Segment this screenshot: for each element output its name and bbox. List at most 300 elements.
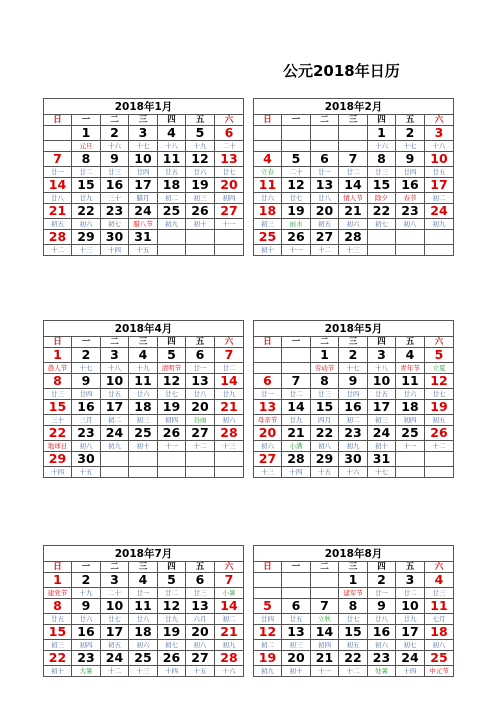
lunar-date: 初四 xyxy=(158,415,186,426)
lunar-date: 十五 xyxy=(311,467,339,478)
lunar-date: 初三 xyxy=(282,640,311,651)
empty-cell xyxy=(282,141,311,152)
day-number: 9 xyxy=(396,152,425,167)
lunar-date: 廿五 xyxy=(368,389,396,400)
lunar-date: 廿七 xyxy=(158,389,186,400)
day-number: 5 xyxy=(425,348,454,363)
day-number: 12 xyxy=(254,625,282,640)
lunar-date: 初二 xyxy=(339,415,368,426)
lunar-date: 廿五 xyxy=(425,167,454,178)
month-calendar xyxy=(43,320,244,478)
lunar-date: 初九 xyxy=(215,640,244,651)
lunar-date: 十七 xyxy=(368,467,396,478)
lunar-date: 初六 xyxy=(368,640,396,651)
lunar-date: 初四 xyxy=(72,640,101,651)
empty-cell xyxy=(425,467,454,478)
empty-cell xyxy=(254,363,282,374)
day-number: 1 xyxy=(72,126,101,141)
weekday-header: 四 xyxy=(158,562,186,573)
empty-cell xyxy=(129,452,158,467)
lunar-date: 建党节 xyxy=(44,588,72,599)
lunar-date: 初四 xyxy=(215,193,244,204)
day-number: 24 xyxy=(425,204,454,219)
weekday-header: 六 xyxy=(425,337,454,348)
lunar-date: 三月 xyxy=(72,415,101,426)
day-number: 8 xyxy=(339,599,368,614)
day-number: 6 xyxy=(254,374,282,389)
lunar-date: 初六 xyxy=(339,219,368,230)
lunar-date: 廿一 xyxy=(129,588,158,599)
lunar-date: 十一 xyxy=(158,441,186,452)
day-number: 6 xyxy=(215,126,244,141)
lunar-date: 廿四 xyxy=(72,389,101,400)
day-number: 27 xyxy=(186,426,215,441)
day-number: 20 xyxy=(282,651,311,666)
day-number: 11 xyxy=(254,178,282,193)
weekday-header: 六 xyxy=(215,115,244,126)
day-number: 2 xyxy=(72,573,101,588)
lunar-date: 十一 xyxy=(282,245,311,256)
lunar-date: 小暑 xyxy=(215,588,244,599)
day-number: 6 xyxy=(282,599,311,614)
lunar-date: 廿四 xyxy=(339,389,368,400)
lunar-date: 廿一 xyxy=(186,363,215,374)
lunar-date: 初九 xyxy=(158,219,186,230)
empty-cell xyxy=(282,573,311,588)
lunar-date: 十七 xyxy=(129,141,158,152)
empty-cell xyxy=(339,141,368,152)
empty-cell xyxy=(425,452,454,467)
lunar-date: 三十 xyxy=(101,193,129,204)
day-number: 27 xyxy=(215,204,244,219)
month-title: 2018年5月 xyxy=(254,321,454,337)
lunar-date: 初二 xyxy=(215,614,244,625)
lunar-date: 廿三 xyxy=(311,389,339,400)
lunar-date: 廿三 xyxy=(186,588,215,599)
day-number: 26 xyxy=(158,651,186,666)
weekday-header: 日 xyxy=(44,562,72,573)
weekday-header: 三 xyxy=(129,337,158,348)
empty-cell xyxy=(101,452,129,467)
day-number: 1 xyxy=(44,348,72,363)
lunar-date: 十二 xyxy=(339,666,368,677)
lunar-date: 十三 xyxy=(254,467,282,478)
day-number: 30 xyxy=(101,230,129,245)
lunar-date: 十四 xyxy=(101,245,129,256)
day-number: 30 xyxy=(339,452,368,467)
lunar-date: 初八 xyxy=(72,441,101,452)
lunar-date: 十七 xyxy=(339,363,368,374)
day-number: 17 xyxy=(368,400,396,415)
weekday-header: 四 xyxy=(368,337,396,348)
day-number: 4 xyxy=(425,573,454,588)
lunar-date: 小满 xyxy=(282,441,311,452)
lunar-date: 十三 xyxy=(215,441,244,452)
day-number: 4 xyxy=(396,348,425,363)
day-number: 7 xyxy=(282,374,311,389)
weekday-header: 四 xyxy=(368,562,396,573)
day-number: 1 xyxy=(311,348,339,363)
day-number: 26 xyxy=(186,204,215,219)
lunar-date: 初三 xyxy=(186,193,215,204)
lunar-date: 廿二 xyxy=(215,363,244,374)
day-number: 13 xyxy=(254,400,282,415)
day-number: 28 xyxy=(215,651,244,666)
day-number: 19 xyxy=(254,651,282,666)
lunar-date: 初四 xyxy=(311,640,339,651)
lunar-date: 廿六 xyxy=(186,167,215,178)
lunar-date: 处暑 xyxy=(368,666,396,677)
lunar-date: 廿一 xyxy=(368,588,396,599)
lunar-date: 初六 xyxy=(72,219,101,230)
weekday-header: 二 xyxy=(311,115,339,126)
lunar-date: 廿三 xyxy=(44,389,72,400)
lunar-date: 十二 xyxy=(186,441,215,452)
lunar-date: 初七 xyxy=(368,219,396,230)
day-number: 31 xyxy=(129,230,158,245)
lunar-date: 立夏 xyxy=(425,363,454,374)
day-number: 29 xyxy=(72,230,101,245)
lunar-date: 廿一 xyxy=(44,167,72,178)
day-number: 10 xyxy=(425,152,454,167)
lunar-date: 初十 xyxy=(186,219,215,230)
day-number: 23 xyxy=(72,426,101,441)
day-number: 19 xyxy=(158,625,186,640)
day-number: 2 xyxy=(72,348,101,363)
month-calendar xyxy=(43,545,244,677)
day-number: 24 xyxy=(129,204,158,219)
day-number: 29 xyxy=(311,452,339,467)
weekday-header: 一 xyxy=(72,115,101,126)
day-number: 21 xyxy=(215,400,244,415)
day-number: 22 xyxy=(72,204,101,219)
lunar-date: 初六 xyxy=(129,640,158,651)
empty-cell xyxy=(186,230,215,245)
lunar-date: 雨水 xyxy=(282,219,311,230)
lunar-date: 十六 xyxy=(368,141,396,152)
lunar-date: 廿九 xyxy=(282,415,311,426)
lunar-date: 廿二 xyxy=(72,167,101,178)
lunar-date: 廿七 xyxy=(101,614,129,625)
day-number: 19 xyxy=(158,400,186,415)
lunar-date: 十九 xyxy=(72,588,101,599)
empty-cell xyxy=(368,230,396,245)
lunar-date: 腊月 xyxy=(129,193,158,204)
lunar-date: 廿六 xyxy=(254,193,282,204)
day-number: 5 xyxy=(282,152,311,167)
day-number: 4 xyxy=(254,152,282,167)
empty-cell xyxy=(158,230,186,245)
lunar-date: 十二 xyxy=(311,245,339,256)
lunar-date: 廿四 xyxy=(129,167,158,178)
lunar-date: 腊八节 xyxy=(129,219,158,230)
lunar-date: 十四 xyxy=(158,666,186,677)
lunar-date: 劳动节 xyxy=(311,363,339,374)
day-number: 23 xyxy=(339,426,368,441)
lunar-date: 廿五 xyxy=(101,389,129,400)
day-number: 24 xyxy=(368,426,396,441)
empty-cell xyxy=(215,245,244,256)
empty-cell xyxy=(158,245,186,256)
weekday-header: 三 xyxy=(339,115,368,126)
empty-cell xyxy=(396,230,425,245)
lunar-date: 初三 xyxy=(44,640,72,651)
day-number: 10 xyxy=(101,599,129,614)
empty-cell xyxy=(339,126,368,141)
day-number: 17 xyxy=(101,400,129,415)
day-number: 16 xyxy=(368,625,396,640)
lunar-date: 初九 xyxy=(254,666,282,677)
lunar-date: 初十 xyxy=(129,441,158,452)
day-number: 8 xyxy=(368,152,396,167)
day-number: 3 xyxy=(396,573,425,588)
day-number: 14 xyxy=(282,400,311,415)
empty-cell xyxy=(425,245,454,256)
weekday-header: 五 xyxy=(396,562,425,573)
day-number: 7 xyxy=(311,599,339,614)
day-number: 25 xyxy=(396,426,425,441)
day-number: 16 xyxy=(396,178,425,193)
lunar-date: 清明节 xyxy=(158,363,186,374)
day-number: 18 xyxy=(254,204,282,219)
lunar-date: 十六 xyxy=(339,467,368,478)
day-number: 16 xyxy=(339,400,368,415)
lunar-date: 廿七 xyxy=(339,614,368,625)
weekday-header: 一 xyxy=(282,562,311,573)
day-number: 25 xyxy=(254,230,282,245)
day-number: 26 xyxy=(282,230,311,245)
empty-cell xyxy=(254,588,282,599)
lunar-date: 初七 xyxy=(101,219,129,230)
lunar-date: 初二 xyxy=(158,193,186,204)
day-number: 14 xyxy=(339,178,368,193)
day-number: 9 xyxy=(72,374,101,389)
lunar-date: 二十 xyxy=(282,167,311,178)
empty-cell xyxy=(396,452,425,467)
day-number: 16 xyxy=(101,178,129,193)
day-number: 20 xyxy=(254,426,282,441)
empty-cell xyxy=(311,126,339,141)
lunar-date: 廿八 xyxy=(186,389,215,400)
day-number: 25 xyxy=(129,426,158,441)
lunar-date: 廿八 xyxy=(311,193,339,204)
lunar-date: 廿八 xyxy=(368,614,396,625)
empty-cell xyxy=(254,126,282,141)
lunar-date: 廿三 xyxy=(101,167,129,178)
day-number: 15 xyxy=(44,625,72,640)
day-number: 26 xyxy=(425,426,454,441)
page-title: 公元2018年日历 xyxy=(283,62,400,80)
empty-cell xyxy=(44,126,72,141)
day-number: 19 xyxy=(425,400,454,415)
day-number: 13 xyxy=(282,625,311,640)
day-number: 3 xyxy=(368,348,396,363)
lunar-date: 十三 xyxy=(129,666,158,677)
day-number: 4 xyxy=(129,348,158,363)
day-number: 21 xyxy=(339,204,368,219)
lunar-date: 元旦 xyxy=(72,141,101,152)
lunar-date: 廿二 xyxy=(158,588,186,599)
day-number: 25 xyxy=(129,651,158,666)
weekday-header: 一 xyxy=(72,562,101,573)
lunar-date: 廿四 xyxy=(396,167,425,178)
day-number: 24 xyxy=(396,651,425,666)
lunar-date: 六月 xyxy=(186,614,215,625)
lunar-date: 初五 xyxy=(339,640,368,651)
lunar-date: 初五 xyxy=(101,640,129,651)
lunar-date: 十二 xyxy=(44,245,72,256)
lunar-date: 廿六 xyxy=(72,614,101,625)
lunar-date: 大暑 xyxy=(72,666,101,677)
lunar-date: 廿六 xyxy=(129,389,158,400)
weekday-header: 四 xyxy=(158,337,186,348)
day-number: 1 xyxy=(339,573,368,588)
weekday-header: 四 xyxy=(158,115,186,126)
empty-cell xyxy=(396,245,425,256)
empty-cell xyxy=(215,467,244,478)
weekday-header: 一 xyxy=(282,337,311,348)
lunar-date: 情人节 xyxy=(339,193,368,204)
day-number: 25 xyxy=(425,651,454,666)
day-number: 28 xyxy=(282,452,311,467)
day-number: 27 xyxy=(254,452,282,467)
empty-cell xyxy=(311,573,339,588)
day-number: 6 xyxy=(311,152,339,167)
weekday-header: 五 xyxy=(186,115,215,126)
day-number: 23 xyxy=(72,651,101,666)
day-number: 3 xyxy=(425,126,454,141)
empty-cell xyxy=(311,588,339,599)
lunar-date: 初五 xyxy=(425,415,454,426)
lunar-date: 初九 xyxy=(425,219,454,230)
day-number: 5 xyxy=(186,126,215,141)
empty-cell xyxy=(282,126,311,141)
day-number: 1 xyxy=(368,126,396,141)
weekday-header: 日 xyxy=(44,337,72,348)
empty-cell xyxy=(186,245,215,256)
weekday-header: 五 xyxy=(186,337,215,348)
day-number: 5 xyxy=(158,573,186,588)
lunar-date: 廿七 xyxy=(215,167,244,178)
empty-cell xyxy=(158,467,186,478)
day-number: 23 xyxy=(368,651,396,666)
lunar-date: 廿七 xyxy=(425,389,454,400)
day-number: 20 xyxy=(186,400,215,415)
empty-cell xyxy=(254,141,282,152)
empty-cell xyxy=(282,348,311,363)
month-calendar xyxy=(253,98,454,256)
day-number: 5 xyxy=(254,599,282,614)
weekday-header: 六 xyxy=(215,337,244,348)
weekday-header: 三 xyxy=(339,337,368,348)
day-number: 20 xyxy=(186,625,215,640)
day-number: 30 xyxy=(72,452,101,467)
day-number: 13 xyxy=(215,152,244,167)
empty-cell xyxy=(311,141,339,152)
day-number: 18 xyxy=(396,400,425,415)
day-number: 27 xyxy=(186,651,215,666)
lunar-date: 初四 xyxy=(396,415,425,426)
day-number: 29 xyxy=(44,452,72,467)
day-number: 11 xyxy=(396,374,425,389)
day-number: 28 xyxy=(339,230,368,245)
lunar-date: 母亲节 xyxy=(254,415,282,426)
weekday-header: 日 xyxy=(254,115,282,126)
day-number: 17 xyxy=(129,178,158,193)
lunar-date: 廿二 xyxy=(396,588,425,599)
lunar-date: 四月 xyxy=(311,415,339,426)
weekday-header: 六 xyxy=(425,115,454,126)
lunar-date: 廿九 xyxy=(72,193,101,204)
lunar-date: 初五 xyxy=(44,219,72,230)
weekday-header: 六 xyxy=(215,562,244,573)
lunar-date: 初三 xyxy=(254,219,282,230)
day-number: 22 xyxy=(44,426,72,441)
weekday-header: 二 xyxy=(311,337,339,348)
day-number: 11 xyxy=(158,152,186,167)
day-number: 2 xyxy=(396,126,425,141)
lunar-date: 十八 xyxy=(425,141,454,152)
lunar-date: 初十 xyxy=(368,441,396,452)
lunar-date: 地球日 xyxy=(44,441,72,452)
weekday-header: 五 xyxy=(396,115,425,126)
lunar-date: 廿六 xyxy=(396,389,425,400)
day-number: 12 xyxy=(186,152,215,167)
day-number: 10 xyxy=(368,374,396,389)
lunar-date: 初九 xyxy=(339,441,368,452)
day-number: 11 xyxy=(129,374,158,389)
month-title: 2018年8月 xyxy=(254,546,454,562)
day-number: 22 xyxy=(311,426,339,441)
lunar-date: 十三 xyxy=(339,245,368,256)
lunar-date: 廿三 xyxy=(368,167,396,178)
weekday-header: 二 xyxy=(101,562,129,573)
month-calendar xyxy=(253,320,454,478)
lunar-date: 廿八 xyxy=(44,193,72,204)
weekday-header: 三 xyxy=(129,562,158,573)
empty-cell xyxy=(282,363,311,374)
day-number: 26 xyxy=(158,426,186,441)
lunar-date: 廿五 xyxy=(282,614,311,625)
day-number: 27 xyxy=(311,230,339,245)
lunar-date: 十四 xyxy=(396,666,425,677)
empty-cell xyxy=(129,467,158,478)
day-number: 10 xyxy=(396,599,425,614)
lunar-date: 十七 xyxy=(72,363,101,374)
day-number: 11 xyxy=(425,599,454,614)
weekday-header: 日 xyxy=(44,115,72,126)
lunar-date: 二十 xyxy=(101,588,129,599)
lunar-date: 建军节 xyxy=(339,588,368,599)
day-number: 19 xyxy=(186,178,215,193)
day-number: 2 xyxy=(101,126,129,141)
day-number: 12 xyxy=(158,374,186,389)
day-number: 1 xyxy=(44,573,72,588)
lunar-date: 初五 xyxy=(311,219,339,230)
lunar-date: 初八 xyxy=(311,441,339,452)
lunar-date: 十五 xyxy=(129,245,158,256)
day-number: 12 xyxy=(158,599,186,614)
day-number: 21 xyxy=(215,625,244,640)
day-number: 14 xyxy=(215,599,244,614)
day-number: 2 xyxy=(368,573,396,588)
empty-cell xyxy=(368,245,396,256)
day-number: 31 xyxy=(368,452,396,467)
lunar-date: 春节 xyxy=(396,193,425,204)
empty-cell xyxy=(396,467,425,478)
day-number: 22 xyxy=(339,651,368,666)
day-number: 15 xyxy=(311,400,339,415)
